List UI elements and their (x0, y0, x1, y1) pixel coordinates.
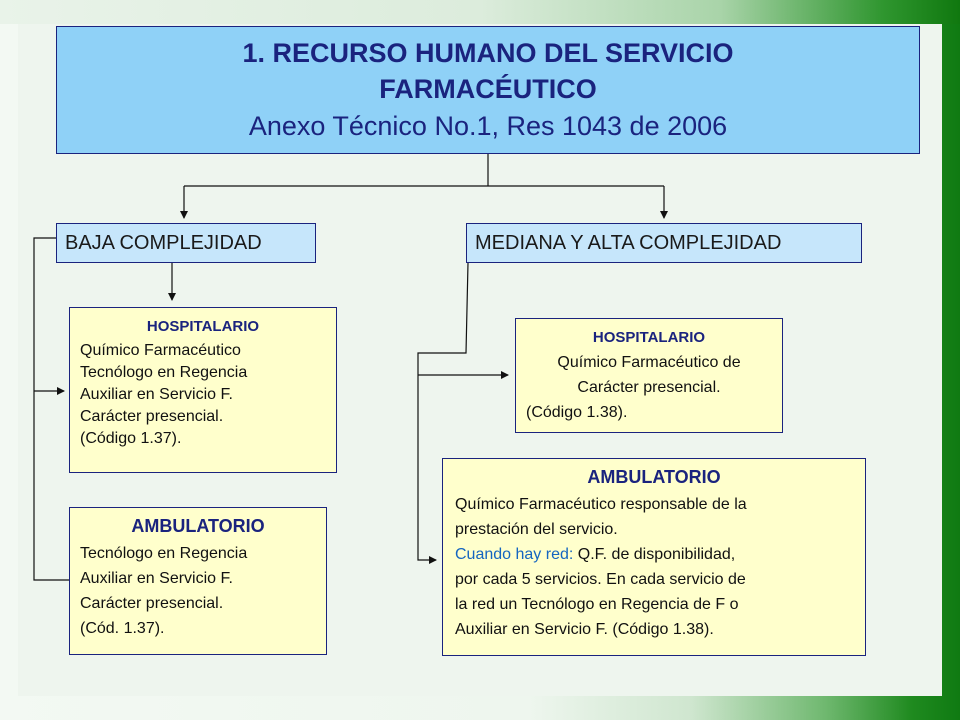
title-line-1: 1. RECURSO HUMANO DEL SERVICIO (242, 38, 734, 68)
media-ambulatorio-line: Auxiliar en Servicio F. (Código 1.38). (455, 621, 714, 638)
red-rest: Q.F. de disponibilidad, (573, 546, 736, 563)
baja-hospitalario-line: (Código 1.37). (80, 430, 182, 447)
mediana-alta-label: MEDIANA Y ALTA COMPLEJIDAD (475, 231, 782, 254)
media-ambulatorio-red-line (455, 542, 853, 567)
media-ambulatorio-box (442, 458, 866, 656)
baja-hospitalario-box (69, 307, 337, 473)
mediana-alta-complejidad-box (466, 223, 862, 263)
baja-hospitalario-line: Auxiliar en Servicio F. (80, 386, 233, 403)
baja-ambulatorio-header: AMBULATORIO (131, 516, 265, 536)
baja-ambulatorio-line: Tecnólogo en Regencia (80, 545, 248, 562)
title-line-2: FARMACÉUTICO (379, 74, 597, 104)
media-ambulatorio-line: la red un Tecnólogo en Regencia de F o (455, 596, 739, 613)
media-ambulatorio-line: Químico Farmacéutico responsable de la (455, 496, 747, 513)
baja-ambulatorio-line: Auxiliar en Servicio F. (80, 570, 233, 587)
media-hospitalario-line: (Código 1.38). (526, 404, 628, 421)
baja-hospitalario-line: Carácter presencial. (80, 408, 224, 425)
red-label: Cuando hay red: (455, 546, 574, 563)
subtitle: Anexo Técnico No.1, Res 1043 de 2006 (248, 111, 728, 141)
media-hospitalario-header: HOSPITALARIO (592, 329, 706, 346)
media-hospitalario-box (515, 318, 783, 433)
baja-hospitalario-header: HOSPITALARIO (146, 318, 260, 335)
media-ambulatorio-line: prestación del servicio. (455, 521, 618, 538)
baja-hospitalario-line: Químico Farmacéutico (80, 342, 241, 359)
title-box (56, 26, 920, 154)
baja-ambulatorio-line: (Cód. 1.37). (80, 620, 165, 637)
media-hospitalario-line: Carácter presencial. (577, 379, 721, 396)
baja-complejidad-label: BAJA COMPLEJIDAD (65, 231, 262, 254)
media-ambulatorio-header: AMBULATORIO (587, 467, 721, 487)
media-hospitalario-line: Químico Farmacéutico de (557, 354, 741, 371)
baja-left-bracket (34, 238, 69, 580)
baja-hospitalario-line: Tecnólogo en Regencia (80, 364, 248, 381)
baja-complejidad-box (56, 223, 316, 263)
media-ambulatorio-line: por cada 5 servicios. En cada servicio de (455, 571, 746, 588)
baja-ambulatorio-box (69, 507, 327, 655)
baja-ambulatorio-line: Carácter presencial. (80, 595, 224, 612)
